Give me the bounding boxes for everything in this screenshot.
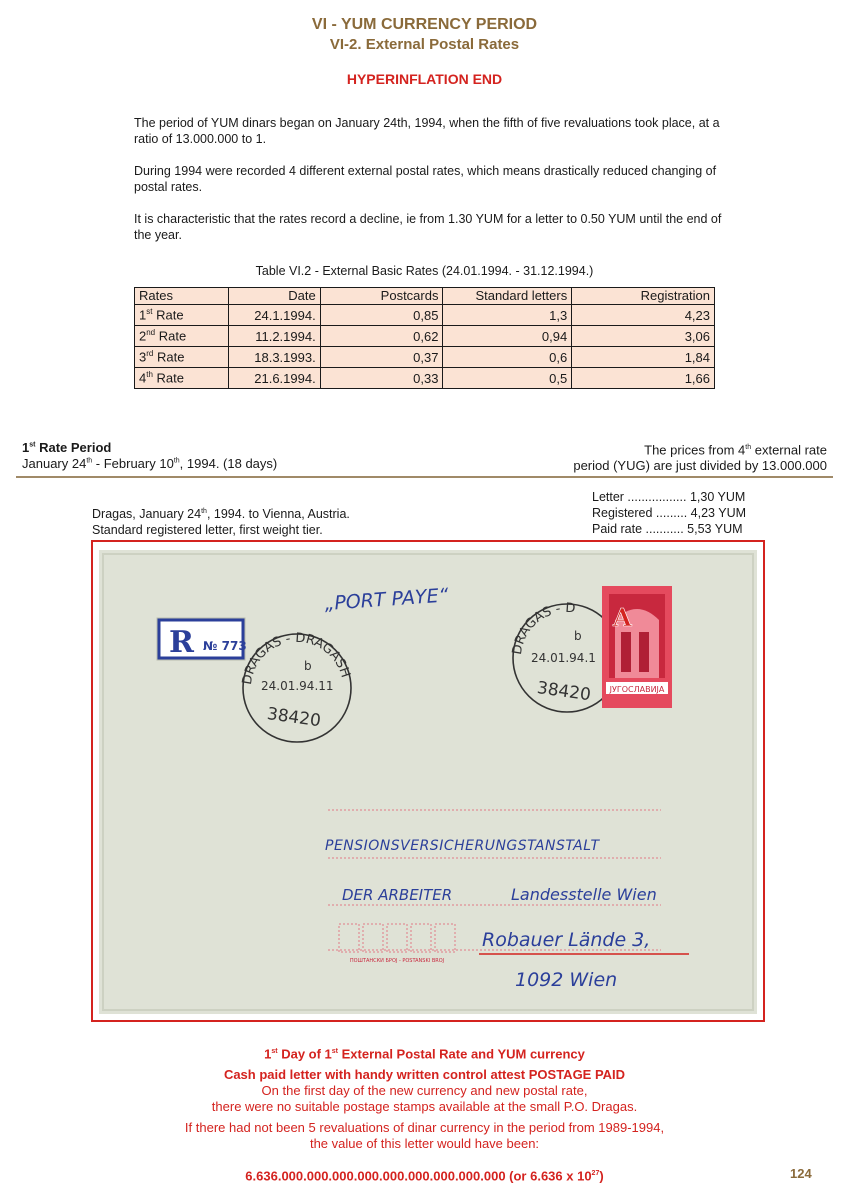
period-title: 1st Rate Period (22, 440, 112, 455)
svg-text:38420: 38420 (535, 678, 593, 706)
envelope-drawing (99, 550, 757, 1014)
rate-label: 4th Rate (135, 368, 229, 389)
svg-text:DER ARBEITER: DER ARBEITER (342, 886, 453, 904)
header-postcards: Postcards (320, 288, 443, 305)
footer-line-4: there were no suitable postage stamps available at the small P.O. Dragas. (211, 1099, 638, 1114)
intro-paragraph-1: The period of YUM dinars began on January 24th, 1994, when the fifth of five revaluations took place, at a ratio of 13.000.000 to 1. (134, 116, 720, 146)
rate-postcards: 0,33 (320, 368, 443, 389)
port-paye-text: „PORT PAYE“ (323, 584, 450, 615)
svg-text:A: A (613, 603, 632, 632)
svg-text:№ 773: № 773 (203, 639, 247, 653)
table-row (135, 305, 715, 326)
footer-heading: 1st Day of 1st External Postal Rate and YUM currency (264, 1046, 585, 1062)
rates-table (134, 287, 715, 389)
footer-line-6: the value of this letter would have been: (309, 1136, 540, 1151)
footer-line-3: On the first day of the new currency and new postal rate, (261, 1083, 588, 1098)
rate-postcards: 0,62 (320, 326, 443, 347)
table-header-row (135, 288, 715, 305)
svg-text:DRAGAS - D: DRAGAS - D (509, 600, 576, 656)
table-caption: Table VI.2 - External Basic Rates (24.01.1994. - 31.12.1994.) (255, 264, 594, 278)
payment-breakdown (592, 489, 746, 537)
table-row (135, 347, 715, 368)
period-dates: January 24th - February 10th, 1994. (18 days) (22, 456, 278, 471)
svg-text:R: R (169, 625, 194, 660)
svg-text:24.01.94.1: 24.01.94.1 (531, 651, 596, 665)
svg-text:b: b (574, 629, 582, 643)
postage-indicium (602, 586, 672, 708)
postcode-label: ПОШТАНСКИ БРОЈ - POSTANSKI BROJ (349, 958, 445, 964)
svg-text:24.01.94.11: 24.01.94.11 (261, 679, 334, 693)
rate-date: 11.2.1994. (228, 326, 320, 347)
svg-text:1092 Wien: 1092 Wien (515, 969, 618, 991)
intro-paragraph-2: During 1994 were recorded 4 different external postal rates, which means drastically reduced changing of postal rates. (134, 164, 717, 194)
rate-registration: 1,66 (572, 368, 715, 389)
footer-line-5: If there had not been 5 revaluations of dinar currency in the period from 1989-1994, (184, 1120, 665, 1135)
rate-registration: 4,23 (572, 305, 715, 326)
rate-letters: 0,6 (443, 347, 572, 368)
page-subtitle: VI-2. External Postal Rates (329, 36, 520, 53)
page-title: VI - YUM CURRENCY PERIOD (311, 16, 538, 33)
table-row (135, 326, 715, 347)
rate-letters: 0,5 (443, 368, 572, 389)
svg-text:b: b (304, 659, 312, 673)
svg-text:ЈУГОСЛАВИЈА: ЈУГОСЛАВИЈА (609, 685, 665, 694)
rate-postcards: 0,85 (320, 305, 443, 326)
rate-date: 24.1.1994. (228, 305, 320, 326)
svg-text:PENSIONSVERSICHERUNGSTANSTALT: PENSIONSVERSICHERUNGSTANSTALT (325, 838, 600, 854)
cover-description: Dragas, January 24th, 1994. to Vienna, Austria. Standard registered letter, first weight tier. (92, 507, 350, 538)
registration-label (157, 618, 247, 660)
payment-registered: Registered ......... 4,23 YUM (592, 506, 747, 520)
svg-text:Robauer Lände 3,: Robauer Lände 3, (482, 929, 651, 951)
rate-date: 21.6.1994. (228, 368, 320, 389)
rate-label: 1st Rate (135, 305, 229, 326)
section-title: HYPERINFLATION END (346, 71, 503, 87)
rate-registration: 3,06 (572, 326, 715, 347)
envelope-image (99, 550, 757, 1014)
rate-label: 3rd Rate (135, 347, 229, 368)
footer-value: 6.636.000.000.000.000.000.000.000.000.000 (or 6.636 x $10^{27}$) (245, 1168, 604, 1184)
section-divider (16, 476, 833, 478)
footer-attest: Cash paid letter with handy written control attest POSTAGE PAID (223, 1067, 626, 1082)
header-rates: Rates (135, 288, 229, 305)
period-note: The prices from 4th external rate period (YUG) are just divided by 13.000.000 (573, 442, 827, 474)
rate-label: 2nd Rate (135, 326, 229, 347)
rate-registration: 1,84 (572, 347, 715, 368)
payment-paid: Paid rate ........... 5,53 YUM (592, 522, 743, 536)
page-number: 124 (790, 1166, 812, 1181)
header-standard-letters: Standard letters (443, 288, 572, 305)
rate-letters: 1,3 (443, 305, 572, 326)
header-date: Date (228, 288, 320, 305)
svg-text:DRAGAS - DRAGASH: DRAGAS - DRAGASH (239, 630, 353, 686)
svg-text:Landesstelle Wien: Landesstelle Wien (511, 885, 657, 904)
payment-letter: Letter ................. 1,30 YUM (592, 490, 746, 504)
rate-letters: 0,94 (443, 326, 572, 347)
rate-date: 18.3.1993. (228, 347, 320, 368)
intro-paragraph-3: It is characteristic that the rates record a decline, ie from 1.30 YUM for a letter to 0.50 YUM until the end of the year. (134, 212, 722, 242)
rate-postcards: 0,37 (320, 347, 443, 368)
header-registration: Registration (572, 288, 715, 305)
svg-text:38420: 38420 (265, 704, 323, 732)
table-row (135, 368, 715, 389)
